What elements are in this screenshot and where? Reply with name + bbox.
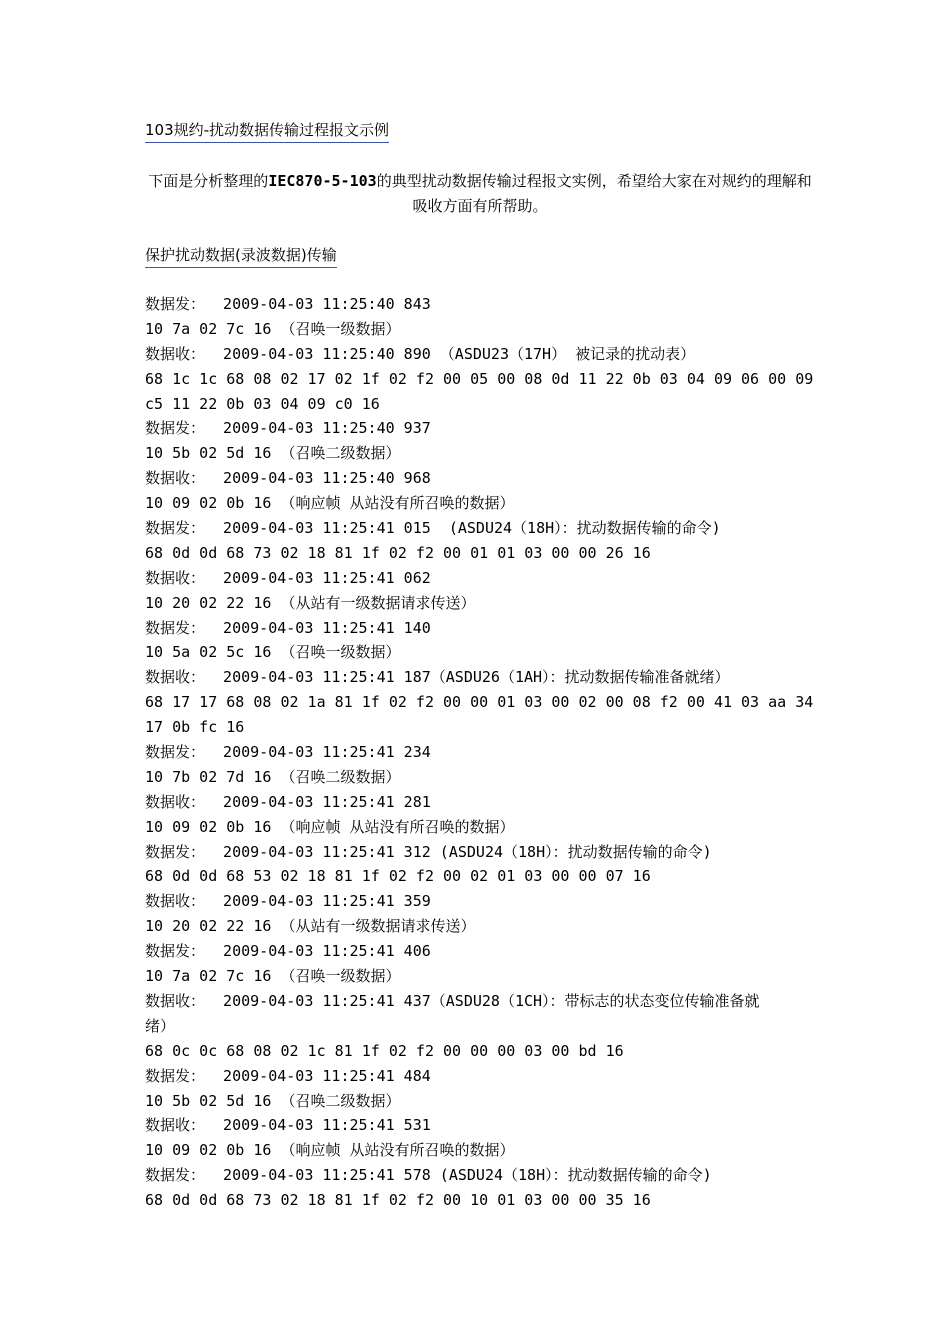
log-line: 10 5a 02 5c 16 （召唤一级数据） (145, 643, 401, 662)
log-line: 10 09 02 0b 16 （响应帧 从站没有所召唤的数据） (145, 1141, 515, 1160)
document-page (145, 118, 815, 1213)
log-line: 绪） (145, 1016, 176, 1035)
log-line: 10 09 02 0b 16 （响应帧 从站没有所召唤的数据） (145, 817, 515, 836)
log-line: 数据收： 2009-04-03 11:25:41 437（ASDU28（1CH）：带标志的状态变位传输准备就 (145, 991, 760, 1010)
log-line: 数据收： 2009-04-03 11:25:41 359 (145, 892, 431, 911)
log-line: 数据发： 2009-04-03 11:25:41 234 (145, 743, 431, 762)
log-line: 数据发： 2009-04-03 11:25:41 406 (145, 942, 431, 961)
log-line: 数据发： 2009-04-03 11:25:41 484 (145, 1066, 431, 1085)
section-heading: 保护扰动数据(录波数据)传输 (145, 243, 337, 268)
log-line: 数据收： 2009-04-03 11:25:40 968 (145, 469, 431, 488)
log-line: 10 7b 02 7d 16 （召唤二级数据） (145, 767, 401, 786)
log-line: 68 0d 0d 68 53 02 18 81 1f 02 f2 00 02 01 03 00 00 07 16 (145, 867, 651, 886)
log-line: 数据发： 2009-04-03 11:25:41 312 (ASDU24（18H）：扰动数据传输的命令) (145, 842, 712, 861)
log-line: 68 0d 0d 68 73 02 18 81 1f 02 f2 00 10 01 03 00 00 35 16 (145, 1191, 651, 1210)
log-line: 17 0b fc 16 (145, 718, 245, 737)
intro-prefix: 下面是分析整理的 (148, 172, 269, 190)
log-line: 68 17 17 68 08 02 1a 81 1f 02 f2 00 00 01 03 00 02 00 08 f2 00 41 03 aa 34 (145, 693, 814, 712)
log-line: 数据收： 2009-04-03 11:25:41 281 (145, 792, 431, 811)
log-line: 10 7a 02 7c 16 （召唤一级数据） (145, 967, 401, 986)
log-line: 数据发： 2009-04-03 11:25:41 015 (ASDU24（18H）：扰动数据传输的命令) (145, 519, 721, 538)
log-line: 68 1c 1c 68 08 02 17 02 1f 02 f2 00 05 00 08 0d 11 22 0b 03 04 09 06 00 09 (145, 369, 814, 388)
log-line: c5 11 22 0b 03 04 09 c0 16 (145, 394, 380, 413)
log-line: 10 20 02 22 16 （从站有一级数据请求传送） (145, 593, 476, 612)
log-line: 数据发： 2009-04-03 11:25:41 140 (145, 618, 431, 637)
intro-paragraph (145, 169, 815, 219)
log-line: 数据收： 2009-04-03 11:25:41 531 (145, 1116, 431, 1135)
document-title: 103规约-扰动数据传输过程报文示例 (145, 118, 389, 143)
log-line: 数据发： 2009-04-03 11:25:40 843 (145, 295, 431, 313)
log-line: 68 0c 0c 68 08 02 1c 81 1f 02 f2 00 00 00 03 00 bd 16 (145, 1041, 624, 1060)
log-line: 数据发： 2009-04-03 11:25:40 937 (145, 419, 431, 438)
message-log (145, 292, 815, 1213)
log-line: 68 0d 0d 68 73 02 18 81 1f 02 f2 00 01 01 03 00 00 26 16 (145, 543, 651, 562)
log-line: 10 5b 02 5d 16 （召唤二级数据） (145, 444, 401, 463)
log-line: 10 7a 02 7c 16 （召唤一级数据） (145, 319, 401, 338)
log-line: 10 20 02 22 16 （从站有一级数据请求传送） (145, 917, 476, 936)
intro-suffix: 的典型扰动数据传输过程报文实例，希望给大家在对规约的理解和吸收方面有所帮助。 (376, 172, 812, 215)
log-line: 10 5b 02 5d 16 （召唤二级数据） (145, 1091, 401, 1110)
log-line: 数据发： 2009-04-03 11:25:41 578 (ASDU24（18H）：扰动数据传输的命令) (145, 1166, 712, 1185)
log-line: 数据收： 2009-04-03 11:25:41 062 (145, 568, 431, 587)
intro-standard-name: IEC870-5-103 (268, 172, 377, 190)
log-line: 10 09 02 0b 16 （响应帧 从站没有所召唤的数据） (145, 494, 515, 513)
log-line: 数据收： 2009-04-03 11:25:41 187（ASDU26（1AH）：扰动数据传输准备就绪） (145, 668, 730, 687)
log-line: 数据收： 2009-04-03 11:25:40 890 （ASDU23（17H） 被记录的扰动表） (145, 344, 696, 363)
